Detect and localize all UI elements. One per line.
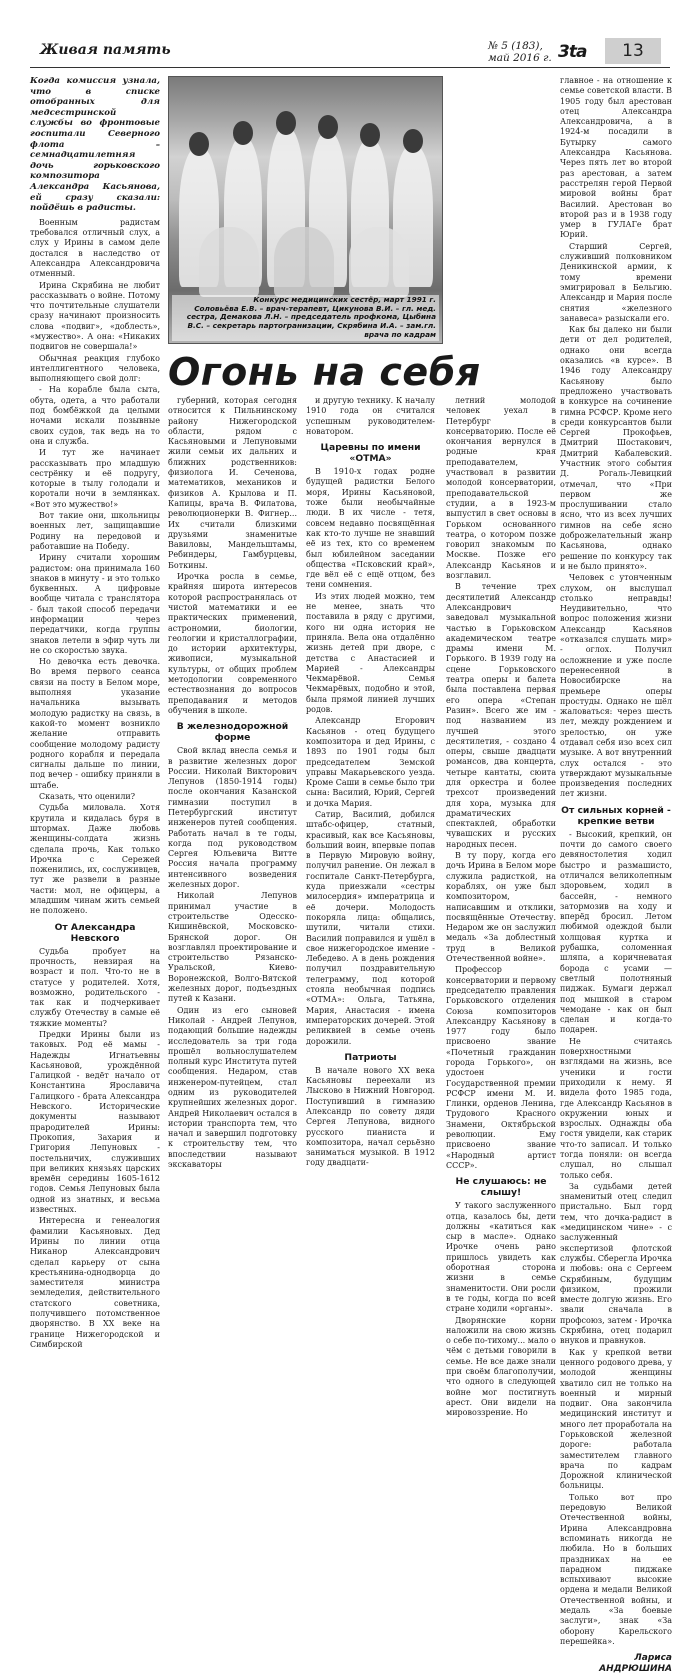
paragraph: В начале нового XX века Касьяновы переехали из Лысково в Нижний Новгород. Поступивший в гимназию Александр по совету дяди Сергея Лепунова, видного русского пианиста и композитора, начал серьёзно заниматься музыкой. В 1912 году двадцати- (306, 1065, 435, 1168)
paragraph: Один из его сыновей Николай - Андрей Лепунов, подающий большие надежды исследователь за три года прошёл вольнослушателем полный курс Института путей сообщения. Недаром, став инженером-путейцем, стал одним из руководителей крупнейших железных дорог. Андрей Николаевич остался в истории транспорта тем, что начал и завершил подготовку к строительству тем, что впоследствии называют экскаваторы (168, 1005, 297, 1170)
subheading: От сильных корней - крепкие ветви (561, 804, 671, 827)
paragraph: Свой вклад внесла семья и в развитие железных дорог России. Николай Викторович Лепунов (1850-1914 годы) после окончания Казанской гимназии поступил в Петербургский институт инженеров путей сообщения. Работать начал в те годы, когда под руководством Сергея Юльевича Витте Россия начала программу интенсивного возведения железных дорог. (168, 746, 297, 890)
photo-figure (318, 115, 338, 139)
paragraph: И тут же начинает рассказывать про младшую сестрёнку и её подругу, которые в тылу голодали и коротали ночи в землянках. «Вот это мужество!» (30, 448, 160, 509)
paragraph: Дворянские корни наложили на свою жизнь о себе по-тихому... мало о чём с детьми говорили в семье. Не все даже знали при своём благополучии, что одного в следующей войне мог постигнуть арест. Они видели на мировоззрение. Но (446, 1315, 556, 1418)
photo-figure (274, 227, 334, 297)
paragraph: Только вот про передовую Великой Отечественной войны, Ирина Александровна вспоминать никогда не любила. Но в больших праздниках на ее парадном пиджаке вспыхивают высокие ордена и медали Великой Отечественной войны, и медаль «За боевые заслуги», знак «За оборону Карельского перешейка». (560, 1492, 672, 1646)
photo-figure (403, 129, 423, 153)
page-header (30, 34, 670, 68)
paragraph: За судьбами детей знаменитый отец следил пристально. Был горд тем, что дочка-радист в «медицинском чине» - с заслуженный экспертизой флотской службы. Сберегла Ирочка и любовь: она с Сергеем Скрябиным, будущим физиком, прожили вместе долгую жизнь. Его звали сначала в профсоюз, затем - Ирочка Скрябина, отец подарил внуков и правнуков. (560, 1181, 672, 1346)
paragraph: Профессор консерватории и первому председателю правления Горьковского отделения Союза композиторов Александру Касьянову в 1977 году было присвоено звание «Почетный гражданин города Горького», он удостоен Государственной премии РСФСР имени М. И. Глинки, орденов Ленина, Трудового Красного Знамени, Октябрьской революции. Ему присвоено звание «Народный артист СССР». (446, 965, 556, 1170)
photo-figure (233, 121, 253, 145)
photo-caption (172, 295, 439, 341)
article-column-3 (306, 396, 435, 1168)
paragraph: У такого заслуженного отца, казалось бы, дети должны «катиться как сыр в масле». Однако Ирочке очень рано пришлось увидеть как оборотная сторона жизни в семье знаменитости. Они росли в те годы, когда по всей стране ходили «органы». (446, 1201, 556, 1314)
photo-caption-title: Конкурс медицинских сестёр, март 1991 г. (253, 295, 436, 304)
photo-figure (360, 123, 380, 147)
section-title: Живая память (40, 42, 171, 58)
page-number: 13 (605, 38, 661, 64)
paragraph: Военным радистам требовался отличный слух, а слух у Ирины в самом деле достался в наследство от Александра Александровича отменный. (30, 217, 160, 279)
paragraph: - На корабле была сыта, обута, одета, а что работали под бомбёжкой да целыми ночами искали позывные своих судов, так ведь на то она и служба. (30, 385, 160, 446)
subheading: Не слушаюсь: не слышу! (455, 1176, 547, 1199)
paragraph: В течение трех десятилетий Александр Александрович заведовал музыкальной частью в Горьковском академическом театре драмы имени М. Горького. В 1939 году на сцене Горьковского театра оперы и балета была поставлена первая его опера «Степан Разин». Всего же им - под названием из лучшей этого десятилетия, - создано 4 оперы, свыше двадцати романсов, два концерта, четыре кантаты, сюита для оркестра и более трехсот произведений для хора, музыка для драматических спектаклей, обработки чувашских и русских народных песен. (446, 582, 556, 849)
issue-date: май 2016 г. (488, 52, 552, 64)
photo-figure (349, 227, 409, 297)
paragraph: Но девочка есть девочка. Во время первого сеанса связи на посту в Белом море, выполняя указание начальника вызывать молодую радистку на связь, в какой-то момент возникло желание отправить сообщение молодому радисту родного корабля и передала сигналы дальше по линии, под вечер - ошибку приняли в штабе. (30, 657, 160, 790)
paragraph: Судьба пробует на прочность, невзирая на возраст и пол. Что-то не в статусе у родителей. Хотя, возможно, родительского - так как и подчеркивает службу Отечеству в самые её тяжкие моменты? (30, 946, 160, 1028)
paragraph: Обычная реакция глубоко интеллигентного человека, выполняющего свой долг: (30, 353, 160, 384)
newspaper-logo: 3ta (558, 42, 587, 62)
subheading: В железнодорожной форме (176, 721, 289, 744)
issue-info (488, 40, 552, 64)
paragraph: Из этих людей можно, тем не менее, знать что поставила в ряду с другими, кого ни одна история не приняла. Вела она отдалённо жизнь детей при дворе, с детства с Анастасией и Марией - Александры Чекмарёвой. Семья Чекмарёвых, подобно и этой, была прямой линией лучших родов. (306, 591, 435, 715)
paragraph: Ирина Скрябина не любит рассказывать о войне. Потому что почтительные слушатели сразу начинают произносить слова «подвиг», «доблесть», «мужество». А она: «Никаких подвигов не совершала!» (30, 280, 160, 352)
paragraph: Николай Лепунов принимал участие в строительстве Одесско-Кишинёвской, Московско-Брянской дорог. Он возглавлял проектирование и строительство Рязанско-Уральской, Киево-Воронежской, Волго-Вятской железных дорог, подъездных путей к Казани. (168, 891, 297, 1004)
article-column-4 (446, 396, 556, 1418)
paragraph: Предки Ирины были из таковых. Род её мамы - Надежды Игнатьевны Касьяновой, урождённой Галицкой - ведёт начало от Константина Ярославича Галицкого - брата Александра Невского. Исторические документы называют прародителей Ирины: Прокопия, Захария и Григория Лепуновых - постельничих, служивших при великих князьях царских времён середины 1605-1612 годов. Семья Лепуновых была одной из знатных, и весьма известных. (30, 1029, 160, 1215)
paragraph: главное - на отношение к семье советской власти. В 1905 году был арестован отец Александра Александровича, а в 1924-м посадили в Бутырку самого Александра Касьянова. Через пять лет во второй раз арестован, а затем расстрелян герой Первой мировой войны брат Василий. Арестован во второй раз и в 1938 году умер в ГУЛАГе брат Юрий. (560, 76, 672, 240)
paragraph: Судьба миловала. Хотя крутила и кидалась буря в штормах. Даже любовь женщины-солдата жизнь сделала прочь, Как только Ирочка с Сережей поженились, их, сослуживцев, тут же развели в разные части: мол, не офицеры, а младшим чинам жить семьей не положено. (30, 803, 160, 916)
paragraph: Сатир, Василий, добился штабс-офицер, статный, красивый, как все Касьяновы, больший воин, впервые попав в Первую Мировую войну, получил ранение. Он лежал в госпитале Санкт-Петербурга, куда приезжали «сестры милосердия» императрица и её дочери. Молодость покоряла лица: общались, шутили, читали стихи. Василий поправился и ушёл в свое нижегородское имение - Лебедево. А в день рождения получил поздравительную телеграмму, под которой стояла необычная подпись «ОТМА»: Ольга, Татьяна, Мария, Анастасия - имена императорских дочерей. Этой реликвией в семье очень дорожили. (306, 809, 435, 1046)
article-column-2 (168, 396, 297, 1170)
paragraph: и другую технику. К началу 1910 года он считался успешным руководителем-новатором. (306, 396, 435, 436)
paragraph: летний молодой человек уехал в Петербург в консерваторию. После её окончания вернулся в родные края преподавателем, участвовал в развитии молодой консерватории, преподавательской студии, а в 1923-м выпустил в свет основы в Горьком основанного театра, о котором позже говорил знакомым по Москве. Позже его Александр Касьянов и возглавил. (446, 396, 556, 581)
photo-figure (276, 111, 296, 135)
paragraph: В ту пору, когда его дочь Ирина в Белом море служила радисткой, на кораблях, он уже был композитором, написавшим и отклики, посвящённые Отечеству. Недаром же он заслужил медаль «За доблестный труд в Великой Отечественной войне». (446, 851, 556, 964)
photo-figure (189, 132, 209, 156)
subheading: От Александра Невского (54, 921, 136, 944)
paragraph: Ирину считали хорошим радистом: она принимала 160 знаков в минуту - и это только буквенных. А цифровые вообще читала с транслятора - был такой способ передачи информации через передатчики, когда группы знаков летели в эфир чуть ли не со скоростью звука. (30, 553, 160, 655)
subheading: Царевны по имени «ОТМА» (320, 442, 421, 465)
author-signature: Лариса АНДРЮШИНА (599, 1653, 672, 1674)
paragraph: В 1910-х годах родне будущей радистки Белого моря, Ирины Касьяновой, тоже были необычайные люди. В их числе - тетя, совсем недавно посвящённая как кто-то лучше не знавший её из тех, кто со временем был юбилейном заседании общества «Псковский край», где вёл её с ещё отцом, без тени сомнения. (306, 467, 435, 590)
paragraph: Как у крепкой ветви ценного родового древа, у молодой женщины хватило сил не только на военный и мирный подвиг. Она закончила медицинский институт и много лет проработала на Горьковской железной дороге: работала заместителем главного врача по кадрам Дорожной клинической больницы. (560, 1347, 672, 1491)
paragraph: Старший Сергей, служивший полковником Деникинской армии, к тому времени эмигрировал в Бельгию. Александр и Мария после снятия «железного занавеса» разыскали его. (560, 241, 672, 323)
article-lead: Когда комиссия узнала, что в списке отобранных для медсестринской службы во фронтовые госпитали Северного флота – семнадцатилетняя дочь горьковского композитора Александра Касьянова, ей сразу сказали: пойдёшь в радисты. (30, 76, 160, 214)
paragraph: Как бы далеко ни были дети от дел родителей, однако они всегда оказались «в курсе». В 1946 году Александру Касьянову было предложено участвовать в конкурсе на сочинение гимна РСФСР. Кроме него среди конкурсантов были Сергей Прокофьев, Дмитрий Шостакович, Дмитрий Кабалевский. Участник этого события Д. Рогаль-Левицкий отмечал, что «При первом же прослушивании стало ясно, что из всех лучших гимнов на себе ясно доброжелательный жанр Касьянова, однако решение по конкурсу так и не было принято». (560, 325, 672, 571)
article-column-5 (560, 76, 672, 1674)
article-headline: Огонь на себя (168, 350, 481, 394)
paragraph: - Высокий, крепкий, он почти до самого своего девяностолетия ходил быстро и размашисто, отличался великолепным здоровьем, ходил в бассейн, - немного затормозив на ходу и вперёд бросил. Летом любимой одеждой были холщовая куртка и рубашка, соломенная шляпа, а коричневатая борода с усами — светлый полотняный пиджак. Бумаги держал под мышкой в старом чемодане - как он был сделан и когда-то подарен. (560, 829, 672, 1035)
paragraph: Интересна и генеалогия фамилии Касьяновых. Дед Ирины по линии отца Никанор Александрович сделал карьеру от сына крестьянина-однодворца до заместителя министра земледелия, действительного статского советника, получившего потомственное дворянство. В XX веке на границе Нижегородской и Симбирской (30, 1216, 160, 1349)
subheading: Патриоты (344, 1051, 397, 1063)
paragraph: Не считаясь поверхностными взглядами на жизнь, все ученики и гости приходили к нему. Я видела фото 1985 года, где Александр Касьянов в окружении юных и взрослых. Однажды оба гостя увидели, как старик что-то записал. И только тогда поняли: он всегда слушал, но слышал только себя. (560, 1036, 672, 1180)
paragraph: Ирочка росла в семье, крайняя широта интересов которой распространялась от чистой математики и ее практических применений, астрономии, биологии, геологии и кристаллографии, до истории архитектуры, живописи, музыкальной культуры, от общих проблем методологии современного естествознания до вопросов преподавания и методов обучения в школе. (168, 572, 297, 715)
paragraph: Сказать, что оценили? (39, 792, 136, 802)
paragraph: Вот такие они, школьницы военных лет, защищавшие Родину на передовой и работавшие на Победу. (30, 511, 160, 551)
paragraph: Человек с утонченным слухом, он выслушал столько неправды! Неудивительно, что вопрос положения жизни Александр Касьянов «отказался слушать мир» - оглох. Получил осложнение и уже после перенесенной в Новосибирске на премьере оперы простуды. Однако не шёл жаловаться: через шесть лет, между рождением и зрелостью, он уже отдавал себя изо всех сил музыке. А вот внутренний слух остался - это утверждают музыкальные произведения последних лет жизни. (560, 573, 672, 799)
photo-figure (199, 227, 259, 297)
paragraph: губерний, которая сегодня относится к Пильнинскому району Нижегородской области, рядом с Касьяновыми и Лепуновыми жили семьи их дальних и ближних родственников: физиолога И. Сеченова, математиков, механиков и физиков А. Крылова и П. Капицы, врача В. Филатова, революционерки В. Фигнер... Их считали близкими друзьями знаменитые Вавиловы, Мандельштамы, Ребиндеры, Гамбурцевы, Боткины. (168, 396, 297, 570)
paragraph: Александр Егорович Касьянов - отец будущего композитора и дед Ирины, с 1893 по 1901 годы был председателем Земской управы Макарьевского уезда. Кроме Саши в семье было три сына: Василий, Юрий, Сергей и дочка Мария. (306, 716, 435, 808)
photo-caption-names: Соловьёва Е.В. – врач-терапевт, Цикунова В.И. – гл. мед. сестра, Демакова Л.Н. – председатель профкома, Цыбина В.С. – секретарь партогранизации, Скрябина И.А. – зам.гл. врача по кадрам (186, 303, 436, 339)
article-column-1 (30, 76, 160, 1349)
issue-number: № 5 (183), (488, 40, 543, 52)
